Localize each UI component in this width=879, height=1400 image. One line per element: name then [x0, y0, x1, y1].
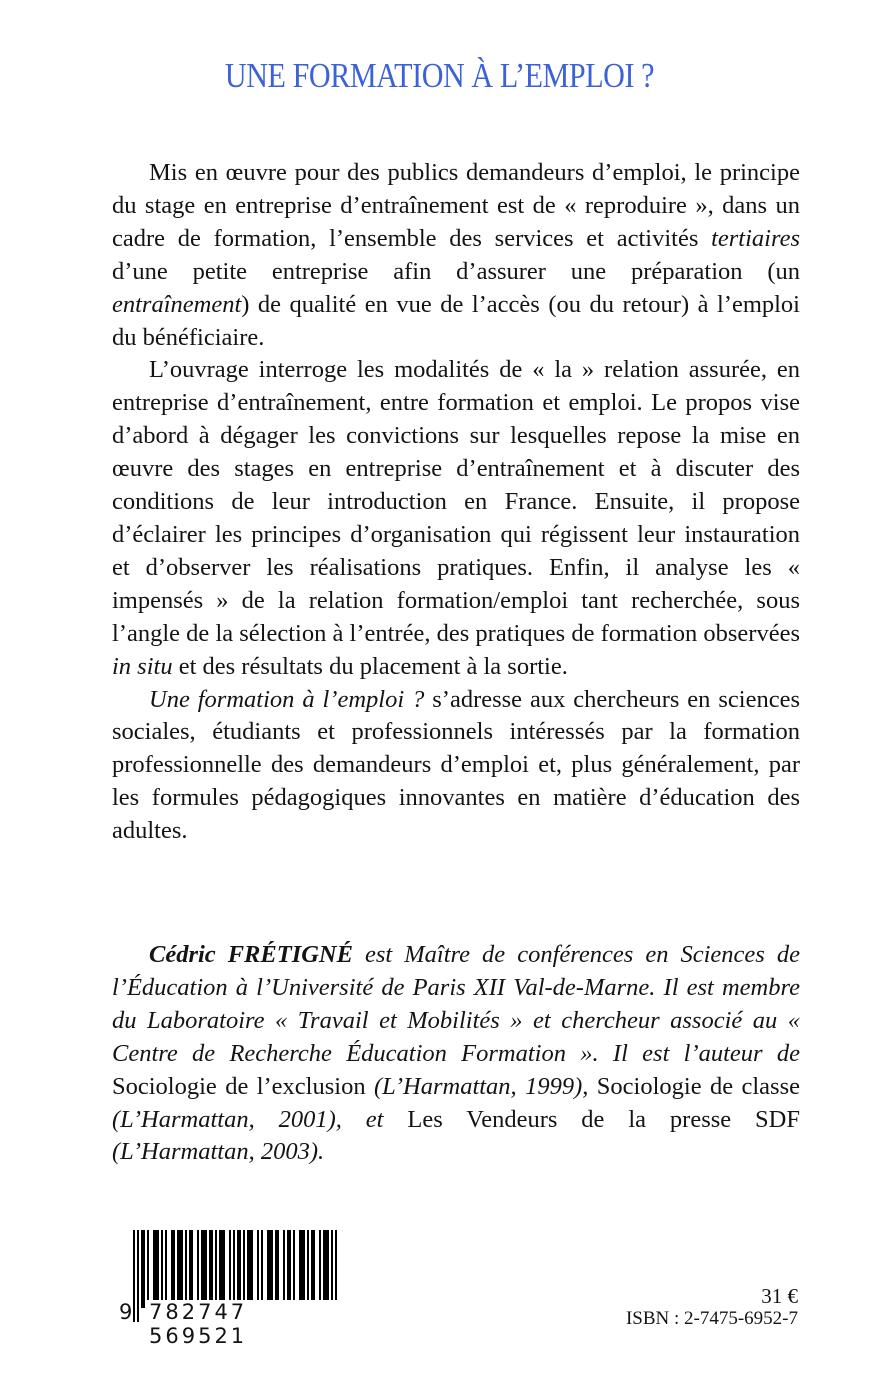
- author-bio: [112, 939, 800, 1169]
- book-title: UNE FORMATION À L’EMPLOI ?: [224, 56, 655, 95]
- barcode: [119, 1230, 343, 1348]
- barcode-first-digit: 9: [119, 1300, 133, 1324]
- text-run: Mis en œuvre pour des publics demandeurs d’emploi, le principe du stage en entreprise d’entraînement est de « reproduire », dans un cadre de formation, l’ensemble des services et activités: [112, 159, 800, 252]
- italic-text: (L’Harmattan, 2003).: [112, 1138, 325, 1166]
- text-run: Sociologie de l’exclusion: [112, 1072, 366, 1100]
- italic-text: (L’Harmattan, 2001), et: [112, 1105, 408, 1133]
- italic-text: tertiaires: [711, 224, 800, 252]
- barcode-digits: 782747 569521: [147, 1300, 343, 1348]
- author-bio-paragraph: [112, 939, 800, 1169]
- blurb-paragraph-2: [112, 354, 800, 683]
- price: 31 €: [761, 1284, 798, 1308]
- italic-text: Une formation à l’emploi ?: [149, 685, 425, 713]
- text-run: ) de qualité en vue de l’accès (ou du retour) à l’emploi du bénéficiaire.: [112, 290, 800, 351]
- text-run: d’une petite entreprise afin d’assurer une préparation (un: [112, 257, 800, 285]
- italic-text: entraînement: [112, 290, 242, 318]
- text-run: s’adresse aux chercheurs en sciences sociales, étudiants et professionnels intéressés par la formation professionnelle des demandeurs d’emploi et, plus généralement, par les formules pédagogiques innovantes en matière d’éducation des adultes.: [112, 685, 800, 845]
- blurb-paragraph-1: [112, 157, 800, 354]
- italic-text: in situ: [112, 652, 173, 680]
- blurb-paragraph-3: [112, 684, 800, 849]
- text-run: Sociologie de classe: [596, 1072, 800, 1100]
- author-name: Cédric FRÉTIGNÉ: [149, 941, 353, 968]
- text-run: Les Vendeurs de la presse SDF: [407, 1105, 800, 1133]
- text-run: L’ouvrage interroge les modalités de « la » relation assurée, en entreprise d’entraînement, entre formation et emploi. Le propos vise d’abord à dégager les convictions sur lesquelles repose la mise en œuvre des stages en entreprise d’entraînement et à discuter des conditions de leur introduction en France. Ensuite, il propose d’éclairer les principes d’organisation qui régissent leur instauration et d’observer les réalisations pratiques. Enfin, il analyse les « impensés » de la relation formation/emploi tant recherchée, sous l’angle de la sélection à l’entrée, des pratiques de formation observées: [112, 356, 800, 647]
- text-run: et des résultats du placement à la sortie.: [172, 652, 568, 680]
- back-cover-blurb: [112, 157, 800, 848]
- isbn: ISBN : 2-7475-6952-7: [625, 1308, 798, 1329]
- italic-text: (L’Harmattan, 1999),: [365, 1072, 597, 1100]
- italic-text: est Maître de conférences en Sciences de l’Éducation à l’Université de Paris XII Val-de-Marne. Il est membre du Laboratoire « Travail et Mobilités » et chercheur associé au « Centre de Recherche Éducation Formation ». Il est l’auteur de: [112, 941, 800, 1067]
